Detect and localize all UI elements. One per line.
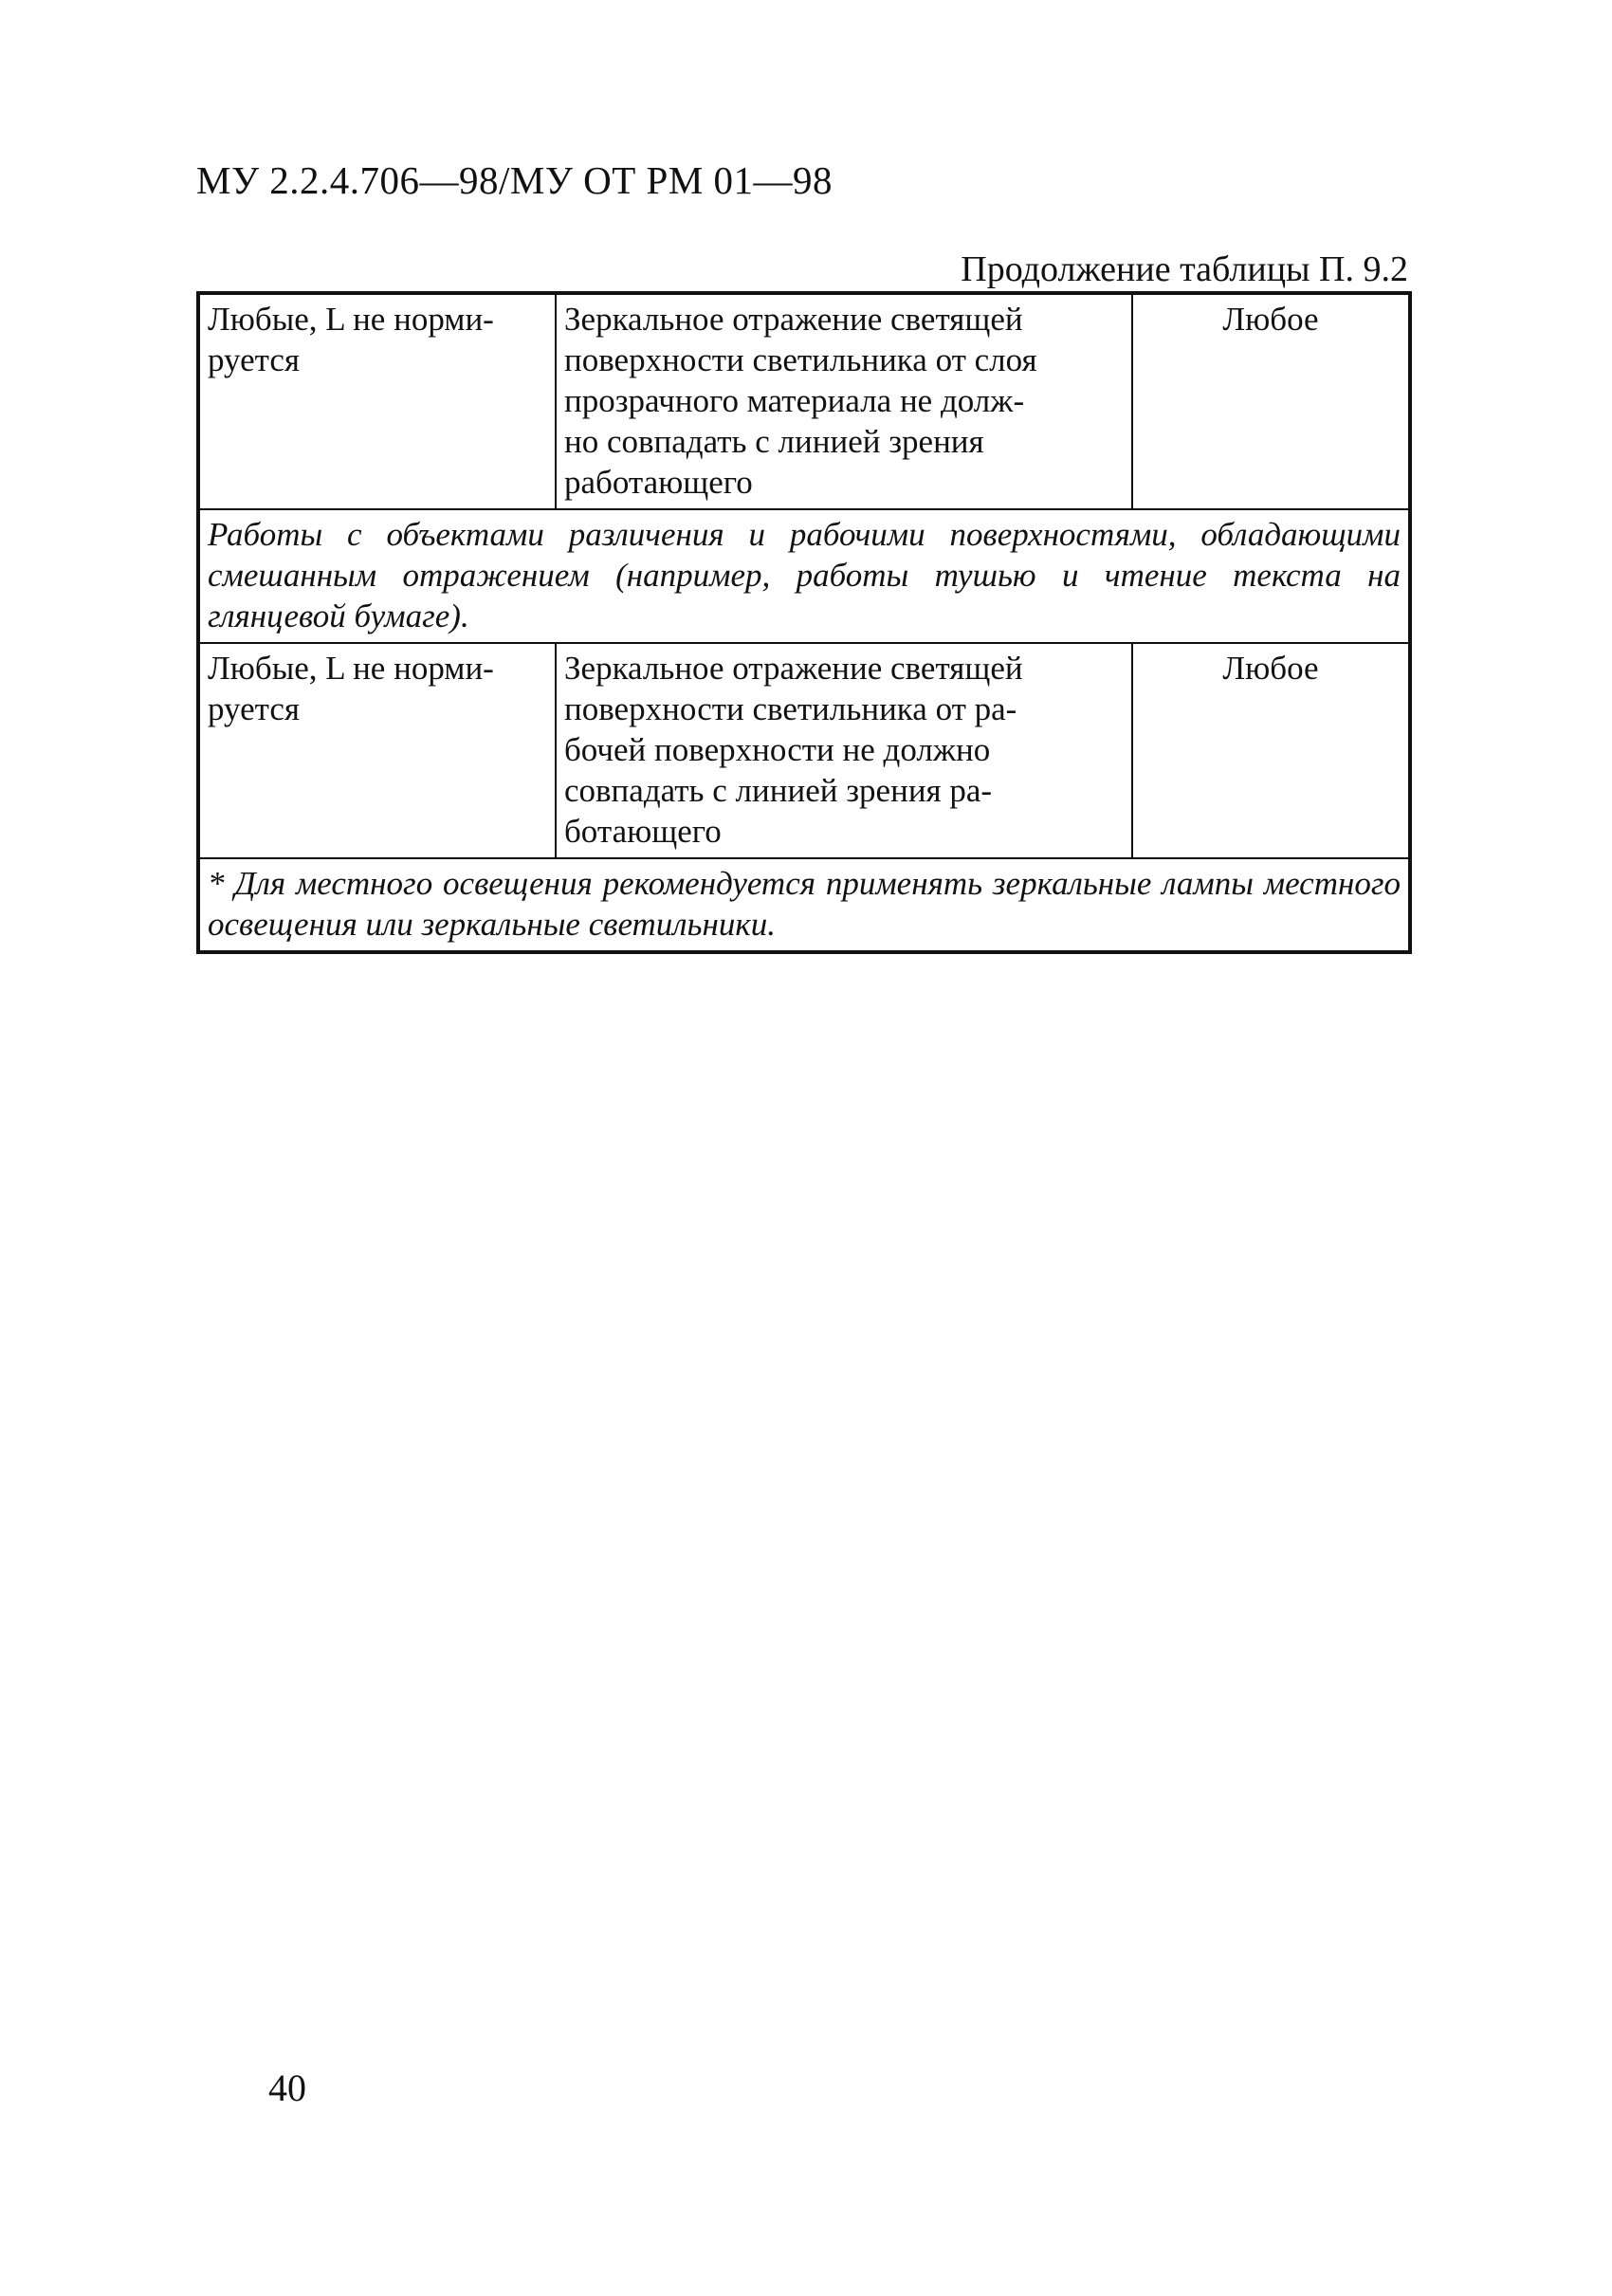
document-header: МУ 2.2.4.706—98/МУ ОТ РМ 01—98 (196, 158, 833, 202)
table-row (198, 293, 1410, 509)
table-row (198, 643, 1410, 858)
table-cell-luminance (198, 643, 556, 858)
cell-line: руется (208, 690, 300, 727)
cell-line: Зеркальное отражение светящей (564, 650, 1023, 687)
table-cell-value: Любое (1132, 293, 1410, 509)
cell-line: работающего (564, 464, 753, 501)
table-footnote: * Для местного освещения рекомендуется применять зеркальные лампы местного освещения или зеркальные светильники. (198, 858, 1410, 952)
page-number: 40 (268, 2066, 306, 2109)
cell-line: Любые, L не норми- (208, 650, 494, 687)
cell-line: Зеркальное отражение светящей (564, 301, 1023, 338)
table-caption: Продолжение таблицы П. 9.2 (961, 249, 1408, 289)
section-heading: Работы с объектами различения и рабочими поверхностями, обладающими смешанным отражением (например, работы тушью и чтение текста на глянцевой бумаге). (198, 509, 1410, 643)
cell-line: прозрачного материала не долж- (564, 382, 1025, 419)
cell-line: Любые, L не норми- (208, 301, 494, 338)
norms-table (196, 291, 1412, 954)
table-section-row (198, 509, 1410, 643)
cell-line: ботающего (564, 813, 722, 850)
cell-line: совпадать с линией зрения ра- (564, 772, 993, 809)
cell-line: но совпадать с линией зрения (564, 423, 984, 460)
cell-line: поверхности светильника от ра- (564, 690, 1017, 727)
cell-line: бочей поверхности не должно (564, 731, 991, 768)
table-cell-requirement (556, 293, 1132, 509)
cell-line: поверхности светильника от слоя (564, 341, 1037, 378)
table-cell-luminance (198, 293, 556, 509)
table-footnote-row (198, 858, 1410, 952)
table-cell-requirement (556, 643, 1132, 858)
table-cell-value: Любое (1132, 643, 1410, 858)
cell-line: руется (208, 341, 300, 378)
